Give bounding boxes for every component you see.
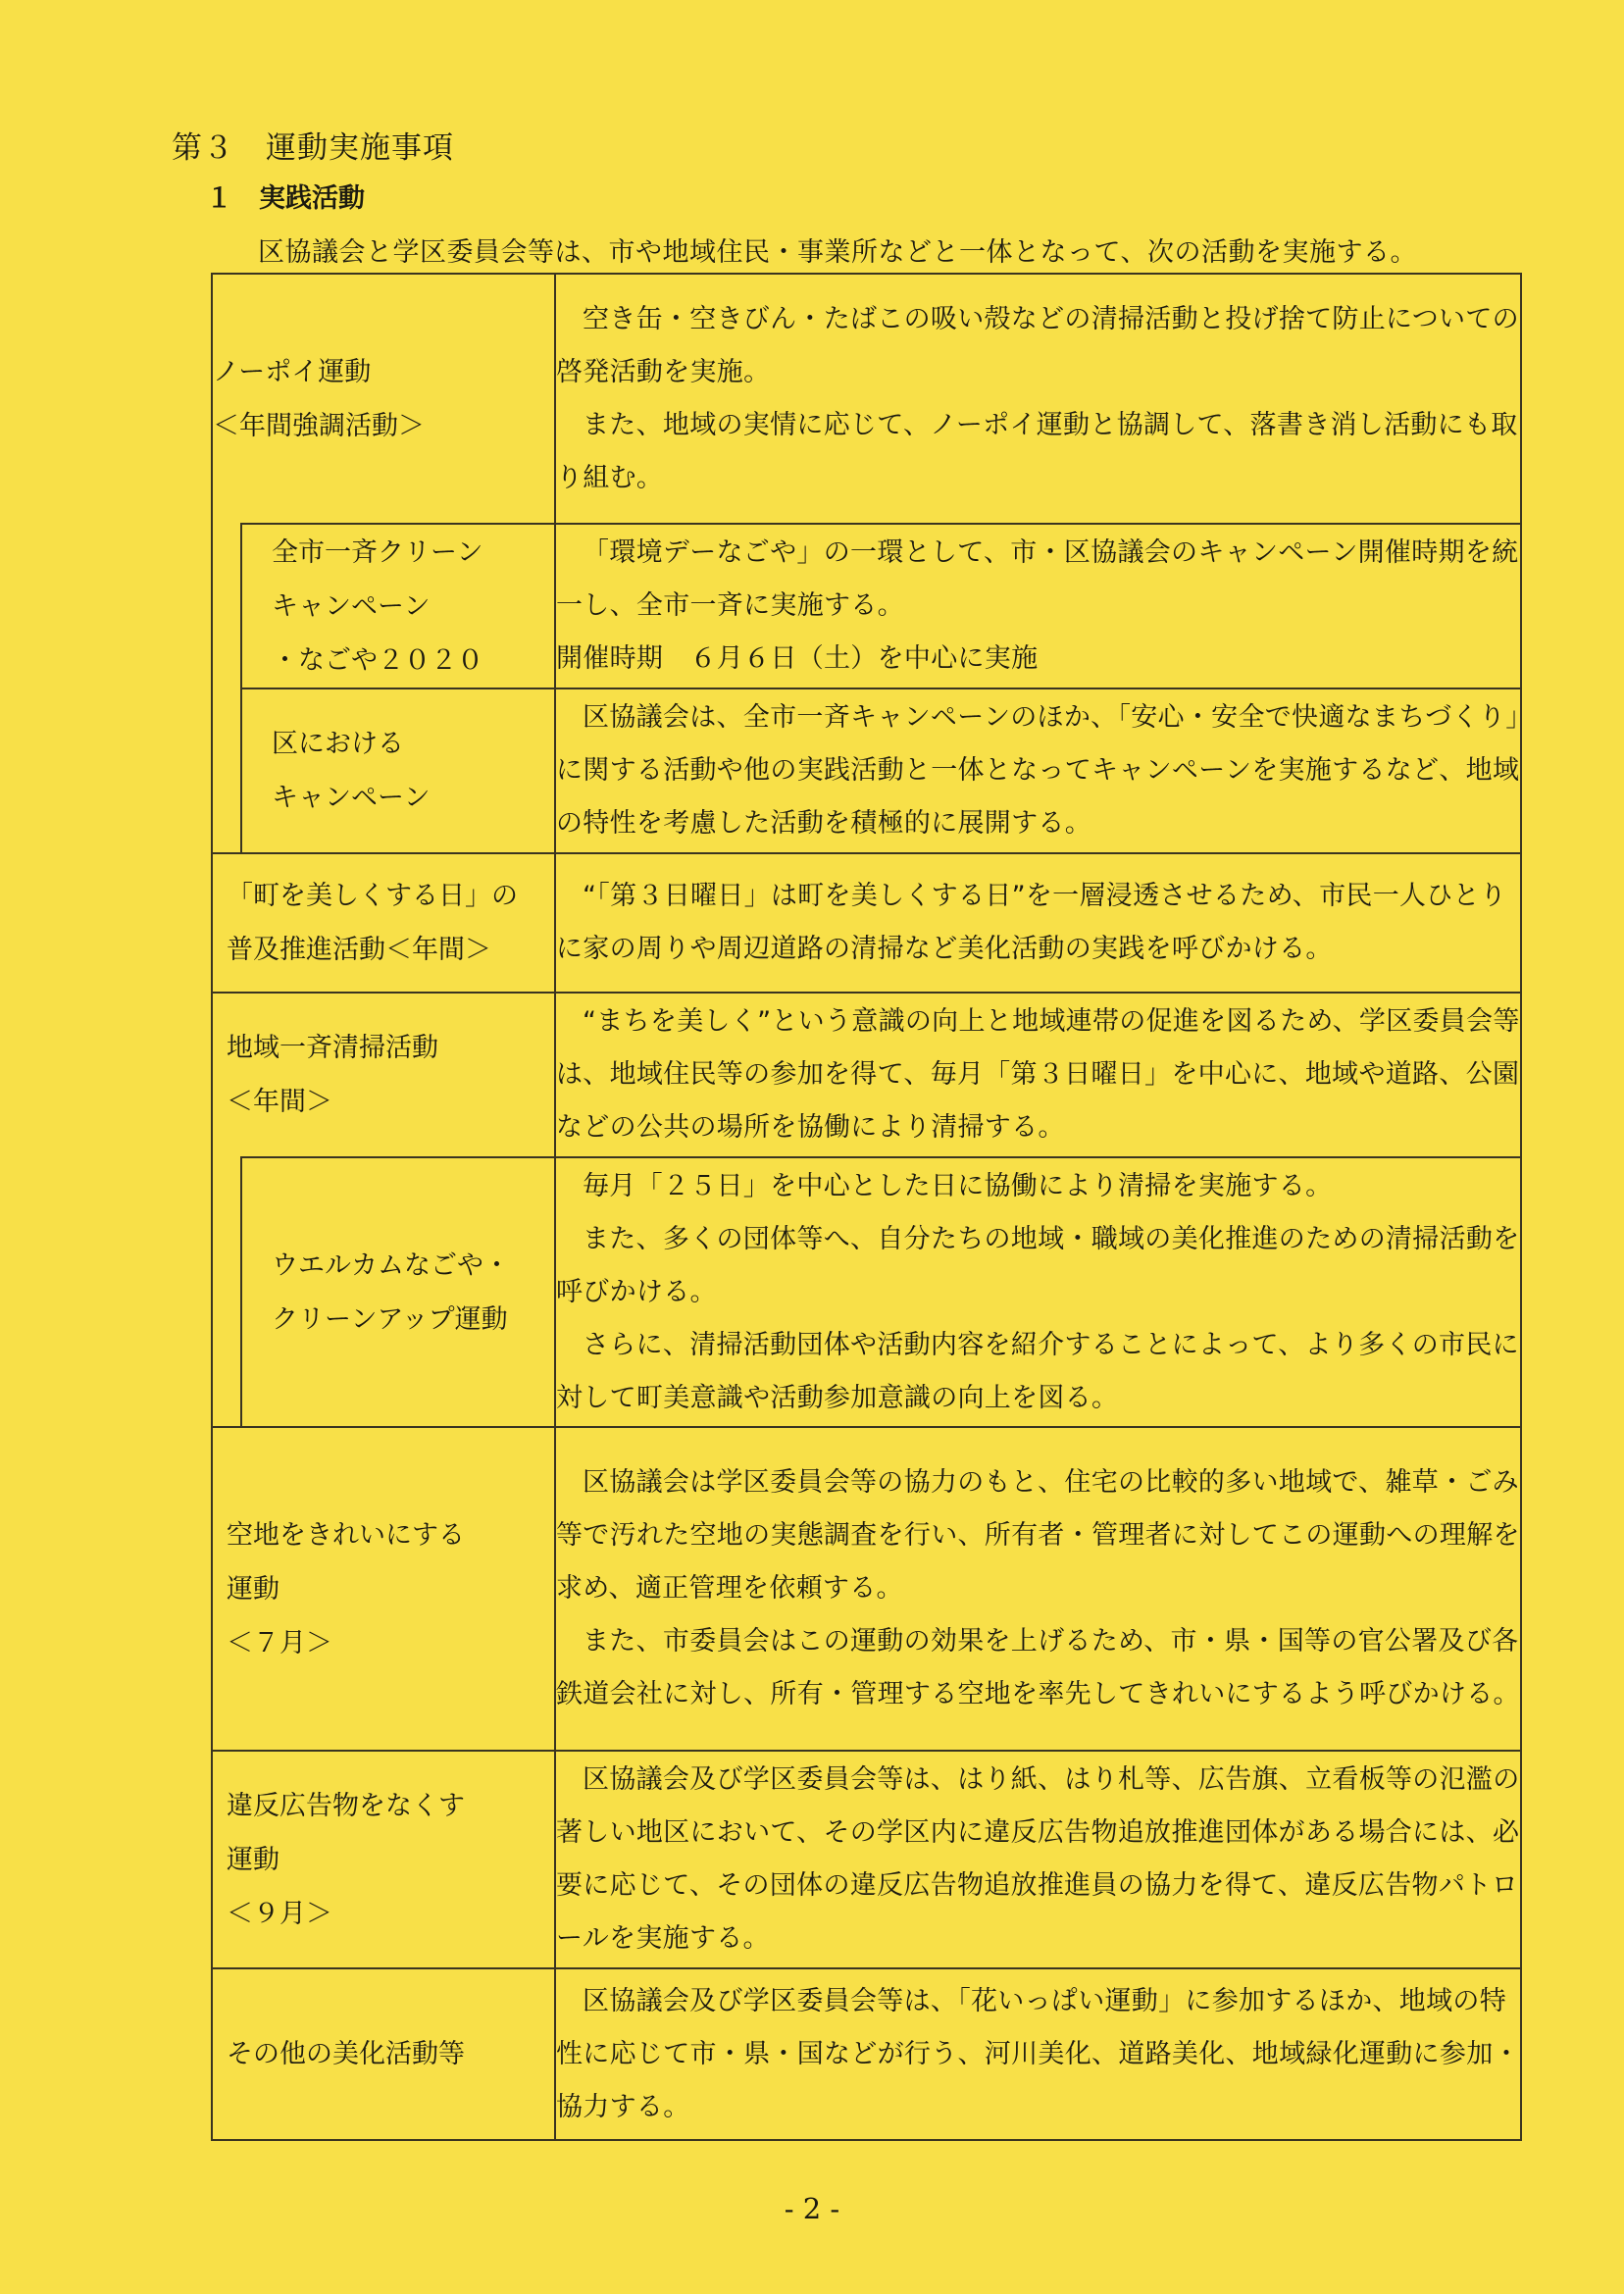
description-paragraph: 区協議会は、全市一斉キャンペーンのほか、「安心・安全で快適なまちづくり」に関する活動や他の実践活動と一体となってキャンペーンを実施するなど、地域の特性を考慮した活動を積極的に展開する。 (556, 702, 1520, 839)
label-line: 普及推進活動＜年間＞ (227, 935, 491, 965)
table-row (212, 688, 1521, 853)
activity-label (212, 274, 555, 524)
table-row (212, 1751, 1521, 1968)
activity-label (212, 1968, 555, 2140)
activity-description (555, 274, 1521, 524)
label-line: その他の美化活動等 (227, 2039, 465, 2069)
description-paragraph: 毎月「２５日」を中心とした日に協働により清掃を実施する。 (583, 1170, 1333, 1201)
description-paragraph: “「第３日曜日」は町を美しくする日”を一層浸透させるため、市民一人ひとりに家の周りや周辺道路の清掃など美化活動の実践を呼びかける。 (556, 881, 1507, 964)
activity-label (212, 1427, 555, 1751)
description-paragraph: 区協議会及び学区委員会等は、はり紙、はり札等、広告旗、立看板等の氾濫の著しい地区において、その学区内に違反広告物追放推進団体がある場合には、必要に応じて、その団体の違反広告物追放推進員の協力を得て、違反広告物パトロールを実施する。 (556, 1764, 1520, 1954)
label-line: ＜９月＞ (227, 1898, 332, 1929)
activity-label (241, 524, 555, 688)
label-line: ノーポイ運動 (213, 356, 372, 387)
activity-description (555, 688, 1521, 853)
table-row (212, 1968, 1521, 2140)
activity-description (555, 1751, 1521, 1968)
event-date-line: 開催時期 ６月６日（土）を中心に実施 (556, 643, 1039, 674)
label-line: ＜年間＞ (227, 1087, 332, 1117)
label-line: 運動 (227, 1844, 279, 1875)
activity-description (555, 993, 1521, 1157)
label-line: キャンペーン (272, 590, 431, 622)
activity-label (212, 1751, 555, 1968)
label-line: 全市一斉クリーン (272, 536, 483, 568)
activities-table (211, 273, 1522, 2141)
label-line: ＜７月＞ (227, 1627, 332, 1658)
page-number: - 2 - (784, 2192, 840, 2225)
subsection-heading: １ 実践活動 (206, 183, 365, 214)
table-row (212, 1427, 1521, 1751)
label-line: 地域一斉清掃活動 (227, 1033, 438, 1063)
activity-description (555, 1157, 1521, 1427)
label-line: 区における (272, 729, 404, 759)
label-line: ＜年間強調活動＞ (213, 410, 425, 441)
label-line: クリーンアップ運動 (272, 1303, 508, 1335)
label-line: ・なごや２０２０ (272, 644, 483, 676)
activity-description (555, 524, 1521, 688)
activity-label (241, 1157, 555, 1427)
activity-description (555, 853, 1521, 993)
description-paragraph: 区協議会は学区委員会等の協力のもと、住宅の比較的多い地域で、雑草・ごみ等で汚れた空地の実態調査を行い、所有者・管理者に対してこの運動への理解を求め、適正管理を依頼する。 (556, 1467, 1520, 1604)
table-row (212, 853, 1521, 993)
label-line: 運動 (227, 1573, 279, 1605)
section-heading: 第３ 運動実施事項 (172, 130, 454, 166)
label-line: ウエルカムなごや・ (272, 1249, 510, 1281)
description-paragraph: “まちを美しく”という意識の向上と地域連帯の促進を図るため、学区委員会等は、地域住民等の参加を得て、毎月「第３日曜日」を中心に、地域や道路、公園などの公共の場所を協働により清掃する。 (556, 1006, 1520, 1143)
activity-label (212, 993, 555, 1157)
table-row (212, 274, 1521, 524)
activity-label (241, 688, 555, 853)
activity-description (555, 1427, 1521, 1751)
description-paragraph: 空き缶・空きびん・たばこの吸い殻などの清掃活動と投げ捨て防止についての啓発活動を実施。 (556, 303, 1519, 387)
description-paragraph: また、市委員会はこの運動の効果を上げるため、市・県・国等の官公署及び各鉄道会社に対し、所有・管理する空地を率先してきれいにするよう呼びかける。 (556, 1626, 1520, 1709)
description-paragraph: 「環境デーなごや」の一環として、市・区協議会のキャンペーン開催時期を統一し、全市一斉に実施する。 (556, 537, 1519, 621)
table-row (212, 524, 1521, 688)
table-row (212, 993, 1521, 1157)
description-paragraph: また、多くの団体等へ、自分たちの地域・職域の美化推進のための清掃活動を呼びかける。 (556, 1223, 1520, 1307)
description-paragraph: また、地域の実情に応じて、ノーポイ運動と協調して、落書き消し活動にも取り組む。 (556, 409, 1518, 493)
label-line: キャンペーン (272, 783, 431, 813)
activity-label (212, 853, 555, 993)
intro-text: 区協議会と学区委員会等は、市や地域住民・事業所などと一体となって、次の活動を実施する。 (258, 237, 1417, 268)
description-paragraph: さらに、清掃活動団体や活動内容を紹介することによって、より多くの市民に対して町美意識や活動参加意識の向上を図る。 (556, 1329, 1519, 1413)
label-line: 違反広告物をなくす (227, 1790, 465, 1821)
label-line: 「町を美しくする日」の (227, 881, 518, 911)
label-line: 空地をきれいにする (227, 1519, 465, 1551)
description-paragraph: 区協議会及び学区委員会等は、「花いっぱい運動」に参加するほか、地域の特性に応じて市・県・国などが行う、河川美化、道路美化、地域緑化運動に参加・協力する。 (556, 1985, 1520, 2122)
activity-description (555, 1968, 1521, 2140)
table-row (212, 1157, 1521, 1427)
